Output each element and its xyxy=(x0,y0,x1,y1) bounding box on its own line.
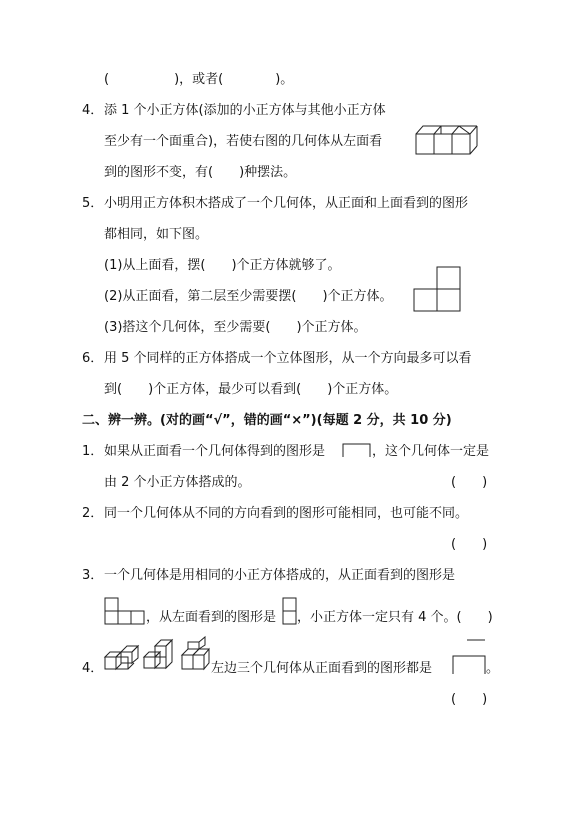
q5-number: 5． xyxy=(82,196,104,211)
q4-text-line1: 添 1 个小正方体(添加的小正方体与其他小正方体 xyxy=(104,103,386,118)
q5-sub1: (1)从上面看，摆( )个正方体就够了。 xyxy=(104,258,341,273)
j4-solid-c-figure xyxy=(181,641,211,673)
q4-text-line2: 至少有一个面重合)，若使右图的几何体从左面看 xyxy=(104,134,383,149)
j4-solid-b-figure xyxy=(143,637,179,673)
j3-text-part2: ，从左面看到的图形是 xyxy=(146,610,277,625)
j2-text: 同一个几何体从不同的方向看到的图形可能相同，也可能不同。 xyxy=(104,506,469,521)
q5-sub2: (2)从正面看，第二层至少需要摆( )个正方体。 xyxy=(104,289,393,304)
q5-text-line2: 都相同，如下图。 xyxy=(104,227,209,242)
j1-shape-figure xyxy=(342,443,372,457)
j4-number: 4． xyxy=(82,661,104,676)
j4-end-mark: 。 xyxy=(486,661,500,676)
j2-answer-parens: ( ) xyxy=(451,537,488,552)
j1-number: 1． xyxy=(82,444,104,459)
j3-number: 3． xyxy=(82,568,104,583)
q5-text-line1: 小明用正方体积木搭成了一个几何体，从正面和上面看到的图形 xyxy=(104,196,469,211)
q6-number: 6． xyxy=(82,351,104,366)
q5-view-figure xyxy=(413,266,463,314)
j4-solid-a-figure xyxy=(104,640,140,674)
j3-front-view-figure xyxy=(104,597,146,625)
j2-number: 2． xyxy=(82,506,104,521)
j1-text-part2: ，这个几何体一定是 xyxy=(372,444,490,459)
q5-sub3: (3)搭这个几何体，至少需要( )个正方体。 xyxy=(104,320,367,335)
j3-text-part3: ，小正方体一定只有 4 个。( ) xyxy=(297,610,493,625)
q6-text-line2: 到( )个正方体，最少可以看到( )个正方体。 xyxy=(104,382,398,397)
j4-answer-parens: ( ) xyxy=(451,692,488,707)
j4-front-view-figure xyxy=(452,639,488,677)
q4-number: 4． xyxy=(82,103,104,118)
j3-text-line1: 一个几何体是用相同的小正方体搭成的，从正面看到的图形是 xyxy=(104,568,456,583)
j1-answer-parens: ( ) xyxy=(451,475,488,490)
answer-line-prev: ( )，或者( )。 xyxy=(104,72,294,87)
j1-text-part1: 如果从正面看一个几何体得到的图形是 xyxy=(104,444,326,459)
j3-left-view-figure xyxy=(282,597,298,625)
section-2-heading: 二、辨一辨。(对的画“√”，错的画“×”)(每题 2 分，共 10 分) xyxy=(82,413,452,428)
j1-text-line2: 由 2 个小正方体搭成的。 xyxy=(104,475,251,490)
j4-text: 左边三个几何体从正面看到的图形都是 xyxy=(211,661,433,676)
q4-cube-figure xyxy=(415,124,475,156)
q4-text-line3: 到的图形不变，有( )种摆法。 xyxy=(104,165,297,180)
q6-text-line1: 用 5 个同样的正方体搭成一个立体图形，从一个方向最多可以看 xyxy=(104,351,472,366)
